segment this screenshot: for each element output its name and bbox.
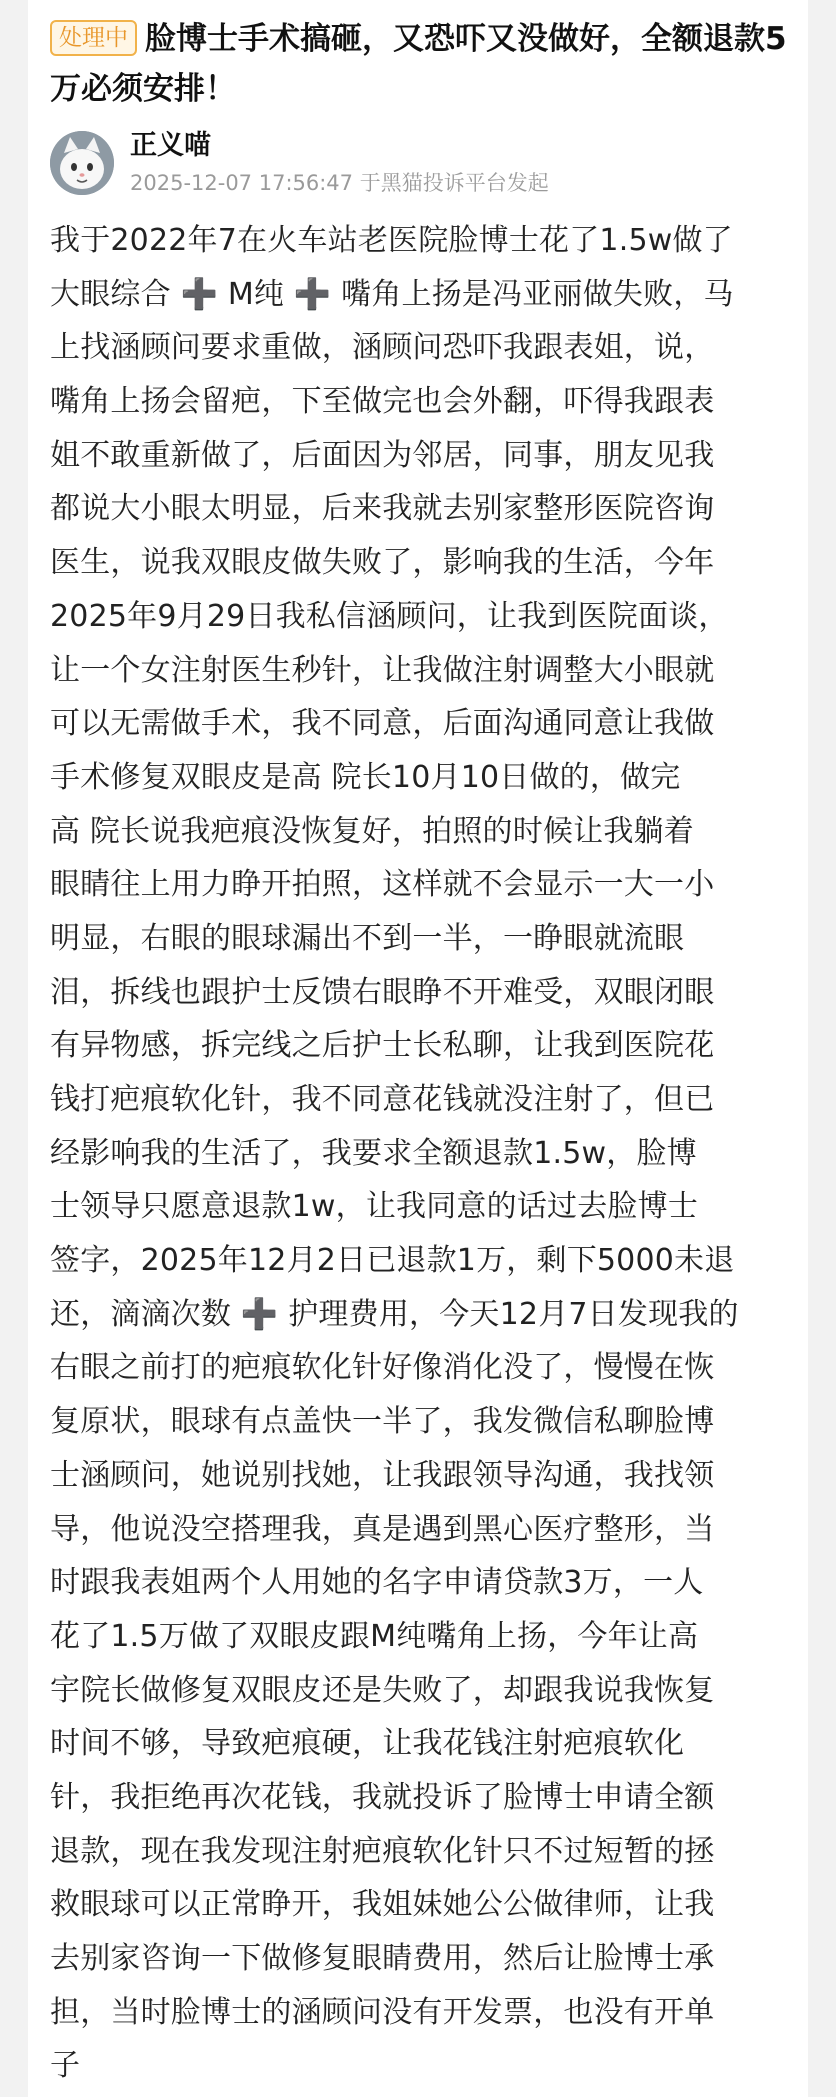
body-line: 花了1.5万做了双眼皮跟M纯嘴角上扬，今年让高 [50, 1618, 699, 1654]
body-line: 还，滴滴次数 ➕ 护理费用，今天12月7日发现我的 [50, 1296, 739, 1332]
avatar[interactable] [50, 131, 114, 195]
cat-avatar-icon [50, 131, 114, 195]
body-line: 钱打疤痕软化针，我不同意花钱就没注射了，但已 [50, 1082, 715, 1117]
body-line: 针，我拒绝再次花钱，我就投诉了脸博士申请全额 [50, 1779, 715, 1815]
body-line: 时跟我表姐两个人用她的名字申请贷款3万，一人 [50, 1565, 704, 1601]
complaint-card [28, 0, 808, 2097]
body-line: 2025年9月29日我私信涵顾问，让我到医院面谈， [50, 598, 729, 634]
body-line: 让一个女注射医生秒针，让我做注射调整大小眼就 [50, 652, 715, 688]
body-line: 右眼之前打的疤痕软化针好像消化没了，慢慢在恢 [50, 1350, 715, 1386]
body-line: 医生，说我双眼皮做失败了，影响我的生活，今年 [50, 545, 715, 581]
body-line: 救眼球可以正常睁开，我姐妹她公公做律师，让我 [50, 1887, 715, 1923]
body-line: 有异物感，拆完线之后护士长私聊，让我到医院花 [50, 1028, 715, 1064]
body-line: 子 [50, 2048, 81, 2084]
body-line: 大眼综合 ➕ M纯 ➕ 嘴角上扬是冯亚丽做失败，马 [50, 276, 734, 312]
body-line: 我于2022年7在火车站老医院脸博士花了1.5w做了 [50, 223, 733, 258]
body-line: 上找涵顾问要求重做，涵顾问恐吓我跟表姐，说， [50, 330, 715, 366]
body-line: 复原状，眼球有点盖快一半了，我发微信私聊脸博 [50, 1404, 715, 1440]
body-line: 可以无需做手术，我不同意，后面沟通同意让我做 [50, 706, 715, 742]
complaint-body [50, 214, 790, 2093]
body-line: 都说大小眼太明显，后来我就去别家整形医院咨询 [50, 491, 715, 527]
body-line: 嘴角上扬会留疤，下至做完也会外翻，吓得我跟表 [50, 384, 715, 420]
author-name[interactable]: 正义喵 [130, 130, 211, 161]
body-line: 签字，2025年12月2日已退款1万，剩下5000未退 [50, 1243, 735, 1279]
post-title: 脸博士手术搞砸，又恐吓又没做好，全额退款5万必须安排！ [50, 21, 787, 107]
post-title-row [50, 14, 790, 114]
status-badge: 处理中 [50, 20, 137, 56]
author-block [50, 128, 790, 200]
body-line: 手术修复双眼皮是高 院长10月10日做的，做完 [50, 759, 681, 795]
body-line: 眼睛往上用力睁开拍照，这样就不会显示一大一小 [50, 867, 715, 903]
body-line: 去别家咨询一下做修复眼睛费用，然后让脸博士承 [50, 1941, 715, 1976]
body-line: 明显，右眼的眼球漏出不到一半，一睁眼就流眼 [50, 920, 685, 956]
body-line: 经影响我的生活了，我要求全额退款1.5w，脸博 [50, 1135, 697, 1171]
body-line: 士领导只愿意退款1w，让我同意的话过去脸博士 [50, 1189, 699, 1225]
body-line: 宇院长做修复双眼皮还是失败了，却跟我说我恢复 [50, 1672, 715, 1708]
body-line: 时间不够，导致疤痕硬，让我花钱注射疤痕软化 [50, 1726, 685, 1762]
body-line: 导，他说没空搭理我，真是遇到黑心医疗整形，当 [50, 1511, 715, 1547]
body-line: 高 院长说我疤痕没恢复好，拍照的时候让我躺着 [50, 813, 694, 849]
body-line: 担，当时脸博士的涵顾问没有开发票，也没有开单 [50, 1994, 715, 2030]
body-line: 泪，拆线也跟护士反馈右眼睁不开难受，双眼闭眼 [50, 974, 715, 1010]
body-line: 士涵顾问，她说别找她，让我跟领导沟通，我找领 [50, 1457, 715, 1493]
body-line: 退款，现在我发现注射疤痕软化针只不过短暂的拯 [50, 1833, 715, 1869]
body-line: 姐不敢重新做了，后面因为邻居，同事，朋友见我 [50, 437, 715, 473]
post-meta: 2025-12-07 17:56:47 于黑猫投诉平台发起 [130, 171, 549, 195]
